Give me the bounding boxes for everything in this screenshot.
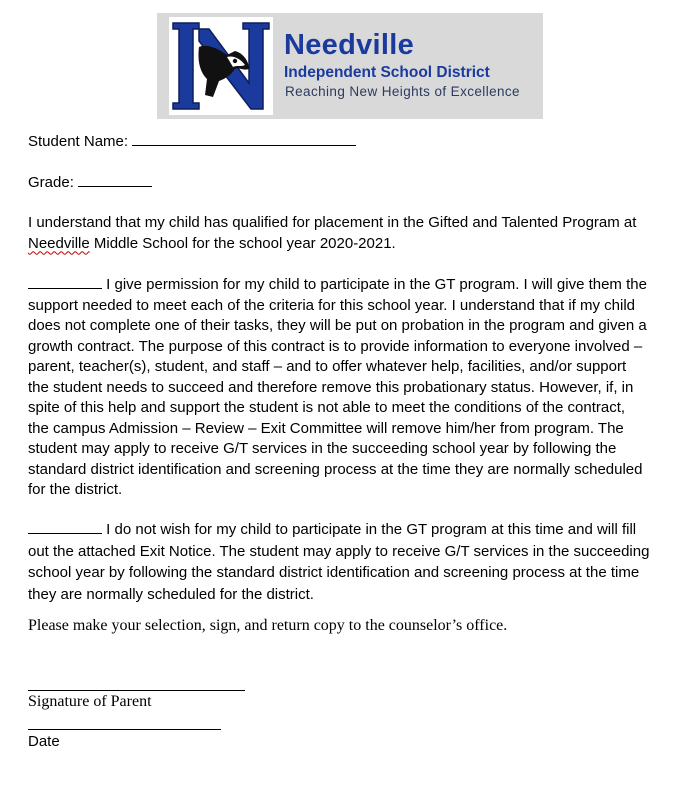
grade-label: Grade:	[28, 174, 74, 191]
permission-line: support needed to meet each of the criteria for this school year. I understand that if my child	[28, 296, 636, 314]
permission-line	[28, 275, 678, 296]
district-logo	[157, 13, 543, 119]
date-label: Date	[28, 733, 60, 750]
student-name-label: Student Name:	[28, 133, 129, 150]
signature-line[interactable]	[28, 690, 245, 691]
permission-line-text: I give permission for my child to participate in the GT program. I will give them the	[102, 276, 647, 293]
permission-line: growth contract. The purpose of this contract is to provide information to everyone involved –	[28, 337, 643, 355]
permission-line: student may apply to receive G/T services in the succeeding school year by following the	[28, 440, 617, 457]
decline-option-paragraph	[28, 519, 678, 605]
permission-checkbox-blank[interactable]	[28, 275, 102, 289]
intro-line	[28, 234, 678, 255]
permission-line: spite of this help and support the student is not able to meet the conditions of the contract,	[28, 399, 626, 416]
intro-line: I understand that my child has qualified for placement in the Gifted and Talented Program at	[28, 214, 637, 231]
instruction-text: Please make your selection, sign, and return copy to the counselor’s office.	[28, 617, 508, 634]
decline-line: school year by following the standard district identification and screening process at the time	[28, 564, 640, 581]
decline-line: out the attached Exit Notice. The student may apply to receive G/T services in the succeeding	[28, 542, 650, 560]
date-line[interactable]	[28, 729, 221, 730]
permission-line: standard district identification and screening process at the time they are normally scheduled	[28, 460, 643, 478]
logo-district-name: Needville	[284, 29, 415, 61]
intro-line-rest: Middle School for the school year 2020-2021.	[89, 234, 396, 252]
decline-line: they are normally scheduled for the district.	[28, 585, 314, 603]
intro-paragraph	[28, 213, 678, 254]
school-name-text: Needville	[28, 234, 90, 252]
decline-line-text: I do not wish for my child to participate in the GT program at this time and will fill	[102, 521, 637, 538]
permission-line: does not complete one of their tasks, they will be put on probation in the program and given a	[28, 317, 647, 334]
student-name-row	[28, 132, 356, 153]
needville-n-mascot-icon	[169, 17, 273, 115]
decline-line	[28, 519, 678, 541]
decline-checkbox-blank[interactable]	[28, 520, 102, 534]
logo-tagline: Reaching New Heights of Excellence	[285, 84, 520, 99]
signature-label: Signature of Parent	[28, 693, 152, 710]
permission-line: the campus Admission – Review – Exit Committee will remove him/her from program. The	[28, 419, 624, 437]
logo-district-subtitle: Independent School District	[284, 64, 490, 81]
permission-line: the student needs to succeed and therefore remove this probationary status. However, if, in	[28, 378, 634, 396]
grade-field[interactable]	[78, 173, 152, 187]
permission-option-paragraph	[28, 275, 678, 501]
permission-line: for the district.	[28, 481, 123, 498]
grade-row	[28, 173, 152, 194]
permission-line: parent, teacher(s), student, and staff – and to offer whatever help, facilities, and/or support	[28, 358, 627, 375]
student-name-field[interactable]	[132, 132, 356, 146]
